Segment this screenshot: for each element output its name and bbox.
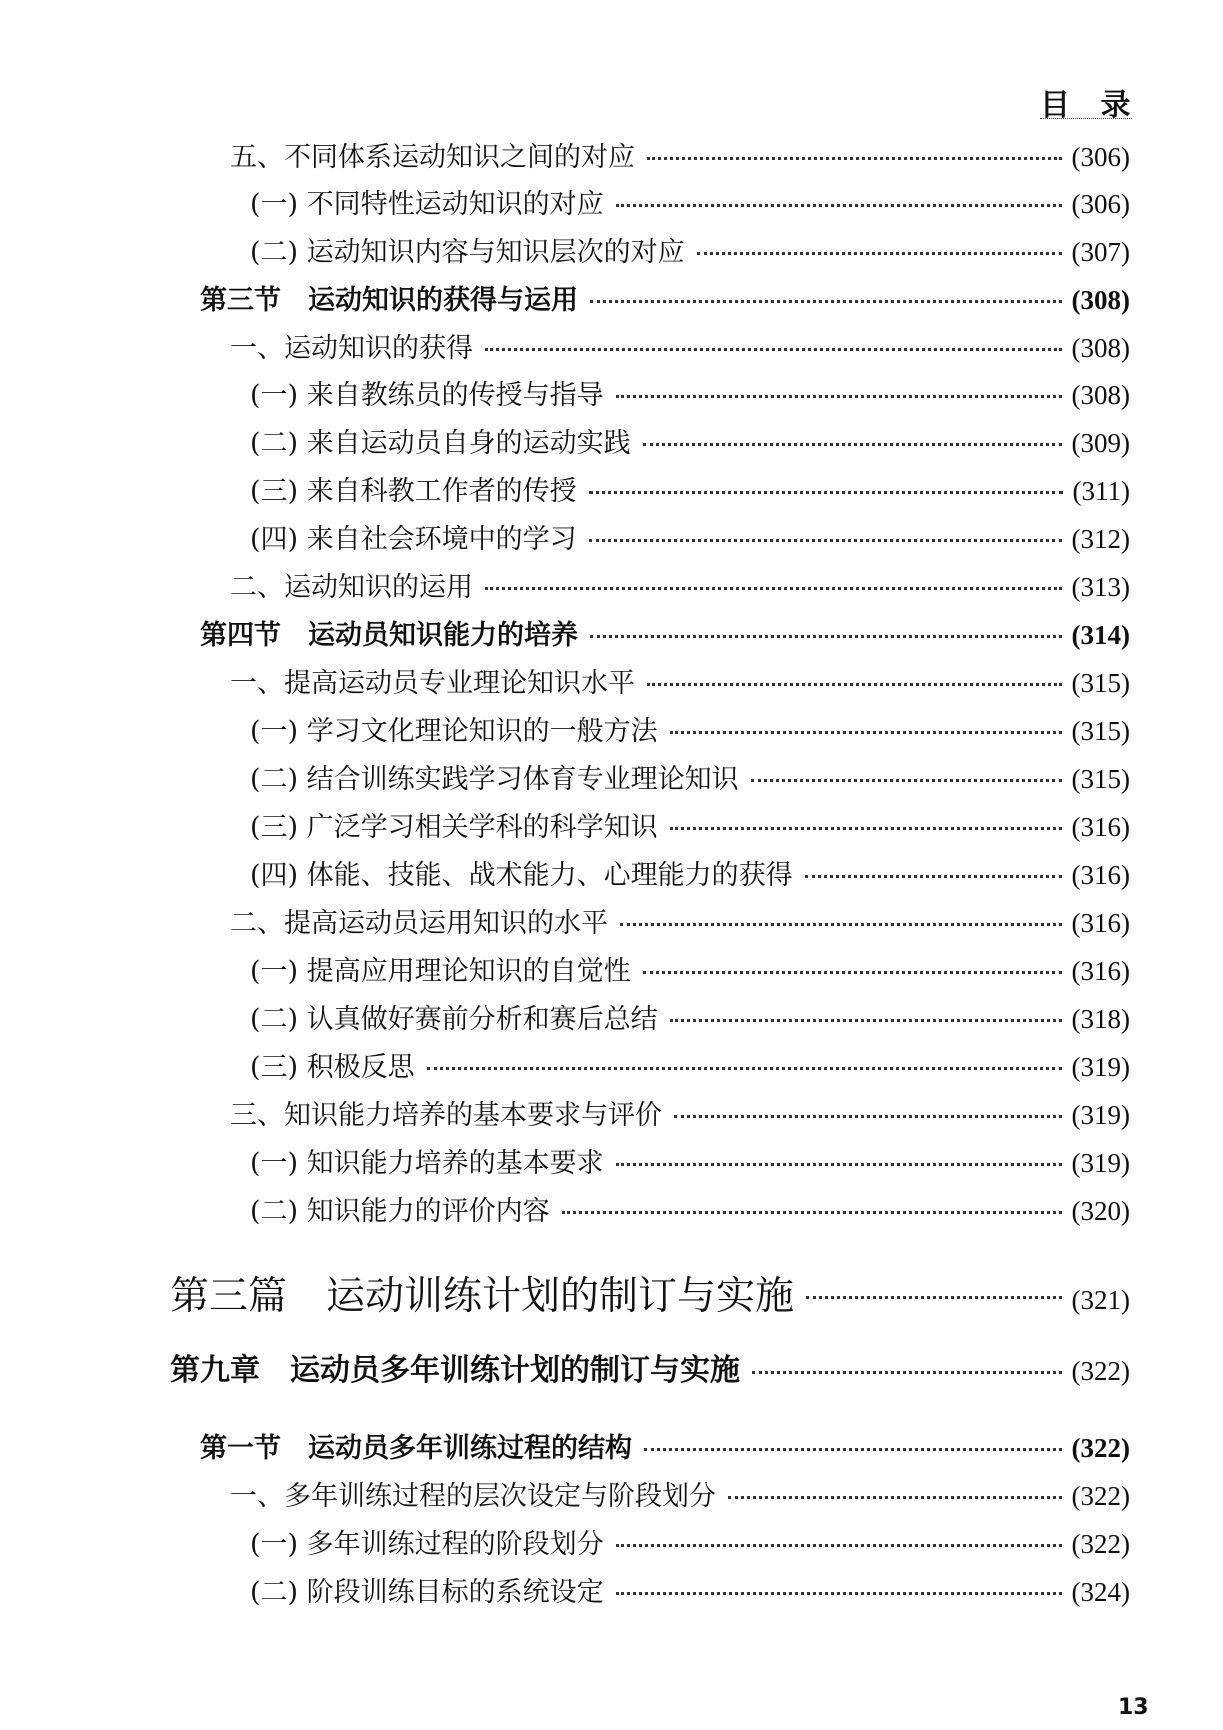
toc-entry	[250, 517, 1130, 556]
toc-entry-page: (315)	[1071, 716, 1130, 746]
toc-entry-title: (二) 运动知识内容与知识层次的对应	[250, 237, 685, 268]
toc-entry	[230, 1474, 1130, 1513]
toc-dot-leader	[674, 1115, 1062, 1118]
toc-entry	[200, 613, 1130, 652]
toc-entry-page: (322)	[1071, 1529, 1130, 1559]
toc-entry-title: 一、运动知识的获得	[230, 333, 473, 364]
toc-entry	[250, 230, 1130, 269]
toc-entry	[250, 709, 1130, 748]
toc-dot-leader	[643, 443, 1062, 446]
toc-entry	[230, 1093, 1130, 1132]
toc-dot-leader	[616, 204, 1062, 207]
toc-dot-leader	[805, 875, 1062, 878]
toc-entry	[250, 853, 1130, 892]
toc-entry-page: (324)	[1071, 1577, 1130, 1607]
toc-dot-leader	[616, 1592, 1062, 1595]
toc-entry	[250, 421, 1130, 460]
toc-entry	[250, 805, 1130, 844]
toc-entry-page: (322)	[1071, 1481, 1130, 1511]
toc-dot-leader	[643, 971, 1062, 974]
toc-entry-page: (322)	[1071, 1356, 1130, 1386]
toc-entry-title: (一) 提高应用理论知识的自觉性	[250, 956, 631, 987]
toc-dot-leader	[589, 491, 1063, 494]
toc-entry	[230, 565, 1130, 604]
toc-entry-page: (309)	[1071, 428, 1130, 458]
toc-entry	[200, 1426, 1130, 1465]
toc-entry-page: (312)	[1071, 524, 1130, 554]
toc-dot-leader	[670, 827, 1062, 830]
toc-dot-leader	[620, 923, 1062, 926]
toc-chapter-entry	[170, 1345, 1130, 1389]
toc-entry-page: (316)	[1071, 812, 1130, 842]
toc-entry-title: (四) 体能、技能、战术能力、心理能力的获得	[250, 860, 793, 891]
toc-entry-title: (一) 学习文化理论知识的一般方法	[250, 716, 658, 747]
toc-entry	[230, 901, 1130, 940]
toc-entry-title: (三) 广泛学习相关学科的科学知识	[250, 812, 658, 843]
toc-dot-leader	[616, 395, 1062, 398]
running-head-title: 目 录	[1040, 88, 1141, 123]
toc-dot-leader	[670, 731, 1062, 734]
toc-entry-title: (二) 知识能力的评价内容	[250, 1196, 550, 1227]
toc-entry-title: (二) 阶段训练目标的系统设定	[250, 1577, 604, 1608]
toc-entry-title: 一、提高运动员专业理论知识水平	[230, 668, 635, 699]
toc-entry-page: (316)	[1071, 860, 1130, 890]
toc-dot-leader	[562, 1211, 1062, 1214]
toc-dot-leader	[427, 1067, 1062, 1070]
toc-entry-page: (313)	[1071, 572, 1130, 602]
toc-entry-page: (308)	[1071, 285, 1130, 315]
toc-dot-leader	[697, 252, 1062, 255]
toc-entry	[250, 997, 1130, 1036]
toc-entry-page: (316)	[1071, 956, 1130, 986]
toc-entry-page: (319)	[1071, 1100, 1130, 1130]
toc-entry-page: (308)	[1071, 333, 1130, 363]
toc-entry-page: (318)	[1071, 1004, 1130, 1034]
toc-entry-title: 三、知识能力培养的基本要求与评价	[230, 1100, 662, 1131]
toc-entry-title: 五、不同体系运动知识之间的对应	[230, 142, 635, 173]
toc-entry-title: (一) 不同特性运动知识的对应	[250, 189, 604, 220]
toc-dot-leader	[728, 1496, 1062, 1499]
toc-entry-page: (306)	[1071, 142, 1130, 172]
toc-entry-page: (315)	[1071, 764, 1130, 794]
toc-entry-page: (315)	[1071, 668, 1130, 698]
toc-dot-leader	[647, 157, 1062, 160]
toc-entry	[250, 757, 1130, 796]
toc-entry	[200, 278, 1130, 317]
toc-entry-title: 第四节 运动员知识能力的培养	[200, 620, 578, 651]
toc-dot-leader	[589, 539, 1062, 542]
toc-entry-title: (二) 认真做好赛前分析和赛后总结	[250, 1004, 658, 1035]
toc-entry-title: (三) 来自科教工作者的传授	[250, 476, 577, 507]
toc-entry-title: (三) 积极反思	[250, 1052, 415, 1083]
toc-entry-title: 二、提高运动员运用知识的水平	[230, 908, 608, 939]
toc-entry	[230, 326, 1130, 365]
toc-entry-page: (316)	[1071, 908, 1130, 938]
toc-entry-title: (一) 多年训练过程的阶段划分	[250, 1529, 604, 1560]
toc-entry-title: 第三节 运动知识的获得与运用	[200, 285, 578, 316]
toc-dot-leader	[590, 300, 1062, 303]
toc-entry-page: (314)	[1071, 620, 1130, 650]
toc-entry-page: (306)	[1071, 189, 1130, 219]
toc-part-entry	[170, 1265, 1130, 1321]
toc-dot-leader	[647, 683, 1062, 686]
toc-dot-leader	[616, 1544, 1062, 1547]
toc-entry-title: 第九章 运动员多年训练计划的制订与实施	[170, 1353, 740, 1388]
toc-dot-leader	[751, 779, 1062, 782]
toc-entry	[250, 1141, 1130, 1180]
toc-dot-leader	[616, 1163, 1062, 1166]
toc-entry-page: (311)	[1072, 476, 1130, 506]
page-number: 13	[1118, 1695, 1149, 1720]
toc-entry-page: (307)	[1071, 237, 1130, 267]
toc-entry	[250, 1570, 1130, 1609]
toc-entry	[230, 135, 1130, 174]
toc-entry-page: (321)	[1071, 1285, 1130, 1315]
toc-entry-title: 第一节 运动员多年训练过程的结构	[200, 1433, 632, 1464]
toc-entry-title: 第三篇 运动训练计划的制订与实施	[170, 1274, 795, 1319]
toc-entry-title: 一、多年训练过程的层次设定与阶段划分	[230, 1481, 716, 1512]
toc-entry-title: (二) 结合训练实践学习体育专业理论知识	[250, 764, 739, 795]
toc-entry-page: (319)	[1071, 1052, 1130, 1082]
toc-dot-leader	[752, 1371, 1062, 1374]
toc-entry	[250, 182, 1130, 221]
toc-entry	[250, 1522, 1130, 1561]
toc-dot-leader	[485, 348, 1062, 351]
toc-entry-title: (二) 来自运动员自身的运动实践	[250, 428, 631, 459]
toc-dot-leader	[644, 1448, 1062, 1451]
toc-dot-leader	[485, 587, 1062, 590]
toc-entry-title: 二、运动知识的运用	[230, 572, 473, 603]
toc-entry-title: (一) 知识能力培养的基本要求	[250, 1148, 604, 1179]
toc-entry-title: (一) 来自教练员的传授与指导	[250, 380, 604, 411]
toc-entry	[250, 1189, 1130, 1228]
toc-entry	[230, 661, 1130, 700]
toc-entry-page: (319)	[1071, 1148, 1130, 1178]
toc-entry-page: (322)	[1071, 1433, 1130, 1463]
toc-entry	[250, 373, 1130, 412]
toc-entry	[250, 469, 1130, 508]
toc-entry-page: (308)	[1071, 380, 1130, 410]
toc-entry-title: (四) 来自社会环境中的学习	[250, 524, 577, 555]
toc-dot-leader	[670, 1019, 1062, 1022]
toc-entry	[250, 949, 1130, 988]
toc-entry-page: (320)	[1071, 1196, 1130, 1226]
toc-dot-leader	[590, 635, 1062, 638]
toc-dot-leader	[806, 1296, 1062, 1299]
toc-entry	[250, 1045, 1130, 1084]
